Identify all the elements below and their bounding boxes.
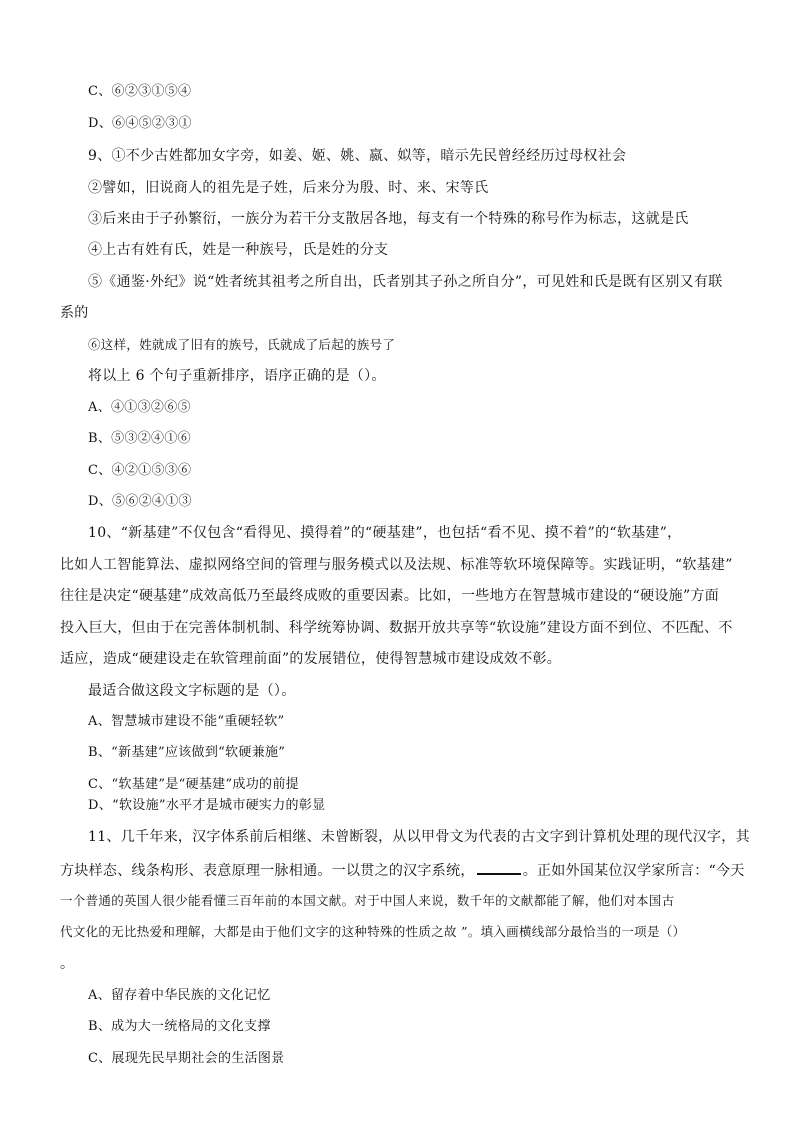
q11-option-b: B、成为大一统格局的文化支撑 xyxy=(88,1019,271,1034)
q9-sentence-6: ⑥这样，姓就成了旧有的族号，氏就成了后起的族号了 xyxy=(88,337,396,352)
fill-in-blank xyxy=(477,859,521,875)
q10-line-3: 往往是决定“硬基建”成效高低乃至最终成败的重要因素。比如，一些地方在智慧城市建设的“硬设施”方面 xyxy=(60,588,720,604)
q10-option-b: B、“新基建”应该做到“软硬兼施” xyxy=(88,745,286,760)
q11-option-c: C、展现先民早期社会的生活图景 xyxy=(88,1051,285,1066)
q10-line-4: 投入巨大，但由于在完善体制机制、科学统筹协调、数据开放共享等“软设施”建设方面不到位、不匹配、不 xyxy=(60,620,733,636)
q10-option-a: A、智慧城市建设不能“重硬轻软” xyxy=(88,714,285,729)
q10-line-1: 10、“新基建”不仅包含“看得见、摸得着”的“硬基建”，也包括“看不见、摸不着”的“软基建”， xyxy=(88,525,682,541)
q11-line-2-start: 方块样态、线条构形、表意原理一脉相通。一以贯之的汉字系统， xyxy=(60,863,475,879)
q10-line-2: 比如人工智能算法、虚拟网络空间的管理与服务模式以及法规、标准等软环境保障等。实践证明，“软基建” xyxy=(60,557,733,573)
q9-option-c: C、④②①⑤③⑥ xyxy=(88,463,192,478)
q9-option-b: B、⑤③②④①⑥ xyxy=(88,431,191,446)
q9-sentence-3: ③后来由于子孙繁衍，一族分为若干分支散居各地，每支有一个特殊的称号作为标志，这就是氏 xyxy=(88,211,689,227)
q10-option-d: D、“软设施”水平才是城市硬实力的彰显 xyxy=(88,798,326,813)
q9-sentence-1: 9、①不少古姓都加女字旁，如姜、姬、姚、嬴、姒等，暗示先民曾经经历过母权社会 xyxy=(88,148,627,164)
q9-option-a: A、④①③②⑥⑤ xyxy=(88,400,191,415)
q11-option-a: A、留存着中华民族的文化记忆 xyxy=(88,988,271,1003)
q9-sentence-4: ④上古有姓有氏，姓是一种族号，氏是姓的分支 xyxy=(88,242,389,258)
q11-line-2-end: 。正如外国某位汉学家所言：“今天 xyxy=(522,863,745,879)
q9-option-d: D、⑤⑥②④①③ xyxy=(88,494,192,509)
q10-prompt: 最适合做这段文字标题的是（）。 xyxy=(88,683,296,699)
q9-sentence-2: ②譬如，旧说商人的祖先是子姓，后来分为殷、时、来、宋等氏 xyxy=(88,180,489,196)
q11-line-1: 11、几千年来，汉字体系前后相继、未曾断裂，从以甲骨文为代表的古文字到计算机处理的现代汉字，其 xyxy=(88,829,750,845)
q8-option-d: D、⑥④⑤②③① xyxy=(88,116,192,131)
q10-option-c: C、“软基建”是“硬基建”成功的前提 xyxy=(88,777,299,792)
q9-sentence-5-cont: 系的 xyxy=(60,305,89,321)
q8-option-c: C、⑥②③①⑤④ xyxy=(88,84,192,99)
q9-sentence-5: ⑤《通鉴·外纪》说“姓者统其祖考之所自出，氏者别其子孙之所自分”，可见姓和氏是既有区别又有联 xyxy=(88,274,723,290)
q11-line-3: 一个普通的英国人很少能看懂三百年前的本国文献。对于中国人来说，数千年的文献都能了解，他们对本国古 xyxy=(60,893,675,908)
q11-line-4: 代文化的无比热爱和理解，大都是由于他们文字的这种特殊的性质之故 ”。填入画横线部分最恰当的一项是（） xyxy=(60,924,686,939)
q11-line-2 xyxy=(60,859,745,881)
q10-line-5: 适应，造成“硬建设走在软管理前面”的发展错位，使得智慧城市建设成效不彰。 xyxy=(60,651,562,667)
q9-prompt: 将以上 6 个句子重新排序，语序正确的是（）。 xyxy=(88,368,386,384)
q11-line-5: 。 xyxy=(60,956,75,972)
